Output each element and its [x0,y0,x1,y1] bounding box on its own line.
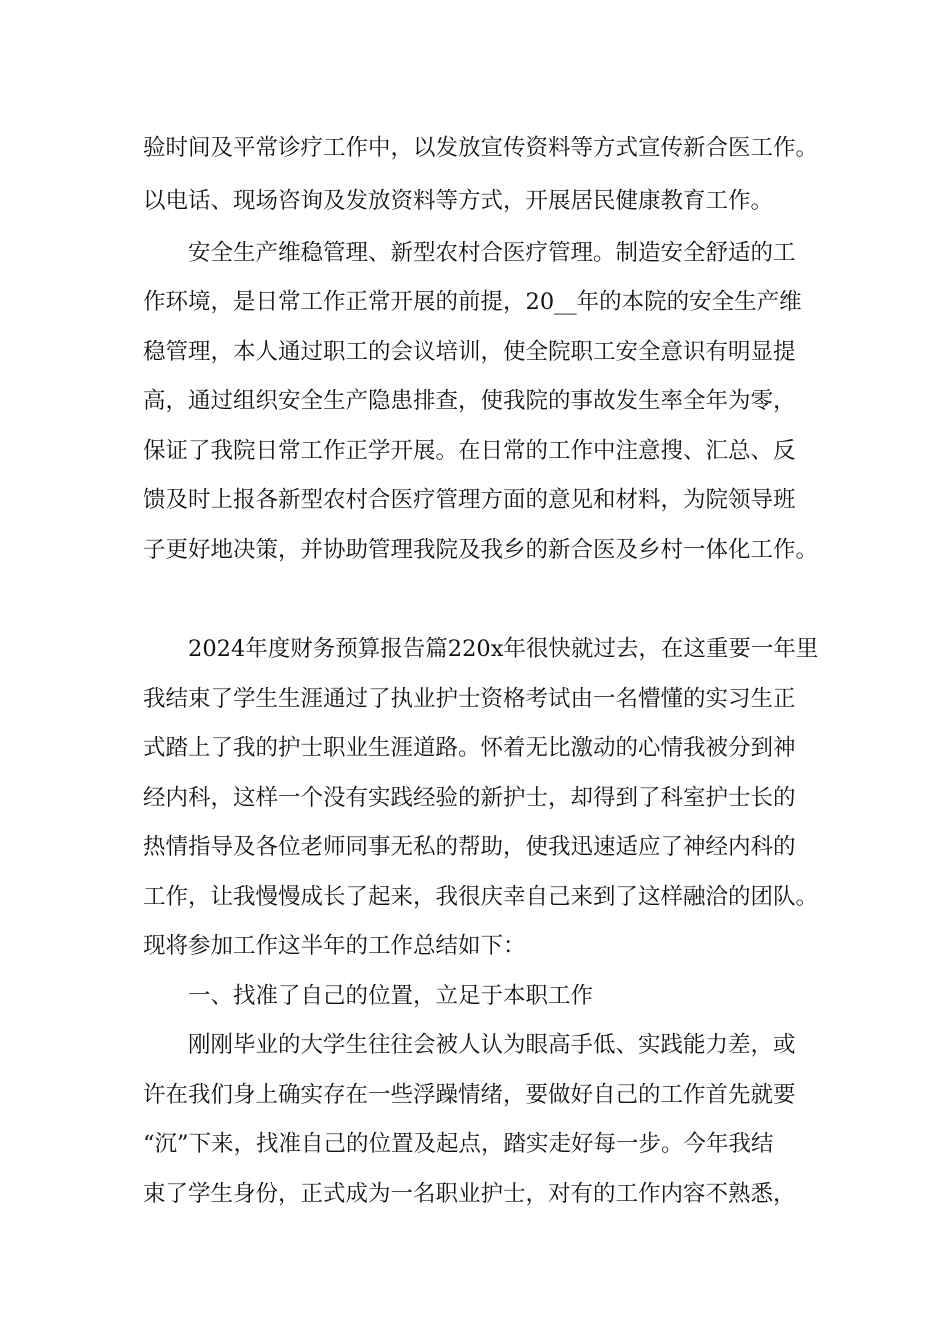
text-line: 式踏上了我的护士职业生涯道路。怀着无比激动的心情我被分到神 [143,735,796,761]
text-line: 束了学生身份，正式成为一名职业护士，对有的工作内容不熟悉， [143,1181,796,1207]
text-line: 我结束了学生生涯通过了执业护士资格考试由一名懵懂的实习生正 [143,686,796,712]
paragraph-first-line: 安全生产维稳管理、新型农村合医疗管理。制造安全舒适的工 [188,240,796,266]
section-heading: 一、找准了自己的位置，立足于本职工作 [188,983,594,1009]
text-line: 稳管理，本人通过职工的会议培训，使全院职工安全意识有明显提 [143,339,796,365]
text-line: 许在我们身上确实存在一些浮躁情绪，要做好自己的工作首先就要 [143,1082,796,1108]
text-line: 保证了我院日常工作正学开展。在日常的工作中注意搜、汇总、反 [143,438,796,464]
text-line: 高，通过组织安全生产隐患排查，使我院的事故发生率全年为零， [143,388,796,414]
text-line: 以电话、现场咨询及发放资料等方式，开展居民健康教育工作。 [143,188,774,214]
text-line: 馈及时上报各新型农村合医疗管理方面的意见和材料，为院领导班 [143,487,796,513]
text-line: 工作，让我慢慢成长了起来，我很庆幸自己来到了这样融洽的团队。 [143,884,819,910]
paragraph-first-line: 2024年度财务预算报告篇220x年很快就过去，在这重要一年里 [188,636,819,662]
paragraph-first-line: 刚刚毕业的大学生往往会被人认为眼高手低、实践能力差，或 [188,1032,796,1058]
text-line: 作环境，是日常工作正常开展的前提，20__年的本院的安全生产维 [143,289,802,315]
text-line: 验时间及平常诊疗工作中，以发放宣传资料等方式宣传新合医工作。 [143,135,819,161]
text-line: 经内科，这样一个没有实践经验的新护士，却得到了科室护士长的 [143,785,796,811]
text-line: 现将参加工作这半年的工作总结如下： [143,933,526,959]
text-line: 热情指导及各位老师同事无私的帮助，使我迅速适应了神经内科的 [143,834,796,860]
text-line: 子更好地决策，并协助管理我院及我乡的新合医及乡村一体化工作。 [143,537,819,563]
text-line: “沉”下来，找准自己的位置及起点，踏实走好每一步。今年我结 [143,1131,774,1157]
